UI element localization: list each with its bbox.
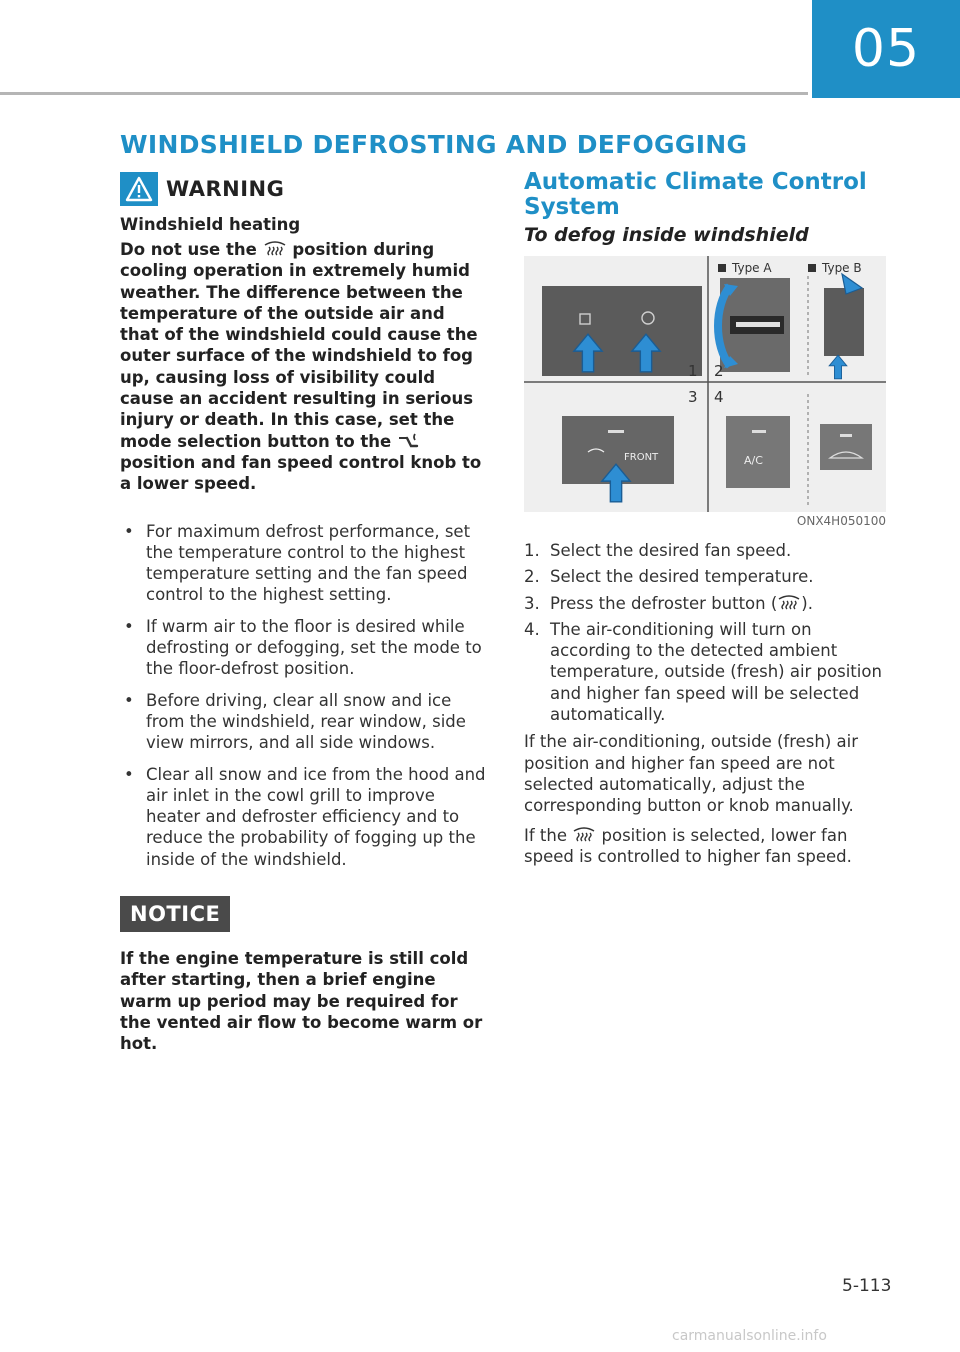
footer-watermark[interactable]: carmanualsonline.info	[672, 1328, 827, 1344]
figure-caption: ONX4H050100	[796, 514, 886, 528]
list-item: • If warm air to the floor is desired while defrosting or defogging, set the mode to the floor-defrost position.	[120, 616, 488, 680]
notice-badge: NOTICE	[120, 896, 230, 932]
warning-label: WARNING	[166, 177, 285, 201]
list-item	[524, 566, 886, 587]
list-item: • Before driving, clear all snow and ice from the windshield, rear window, side view mirrors, and all side windows.	[120, 690, 488, 754]
warning-text-2: position during cooling operation in extremely humid weather. The difference between the temperature of the outside air and that of the windshield could cause the outer surface of the windshield to fog up, causing loss of visibility could cause an accident resulting in serious injury or death. In this case, set the mode selection button to the	[120, 240, 478, 451]
figure-label-2: 2	[714, 362, 724, 380]
notice-body: If the engine temperature is still cold after starting, then a brief engine warm up period may be required for the vented air flow to become warm or hot.	[120, 949, 483, 1054]
step-text: Select the desired temperature.	[550, 567, 814, 587]
list-item: • For maximum defrost performance, set the temperature control to the highest temperature setting and the fan speed control to the highest setting.	[120, 521, 488, 606]
step-number: 3.	[524, 593, 540, 613]
step-number: 1.	[524, 541, 540, 560]
step-number: 4.	[524, 619, 540, 639]
warning-text-3: position and fan speed control knob to a lower speed.	[120, 452, 482, 494]
warning-triangle-icon	[120, 172, 158, 206]
auto-climate-title: Automatic Climate Control System	[524, 169, 867, 220]
defog-subtitle: To defog inside windshield	[524, 224, 809, 246]
header-rule	[0, 92, 808, 95]
para-text-before: If the	[524, 825, 567, 845]
floor-defrost-mode-icon	[397, 432, 421, 450]
warning-text-1: Do not use the	[120, 240, 257, 259]
type-a-label: Type A	[732, 261, 772, 275]
step-text: Select the desired fan speed.	[550, 541, 792, 560]
list-item	[524, 619, 886, 725]
front-button-label: FRONT	[624, 452, 659, 463]
list-item	[524, 593, 886, 614]
list-item	[524, 540, 886, 561]
chapter-tab: 05	[812, 0, 960, 98]
step-text	[550, 593, 813, 614]
right-column	[524, 170, 886, 875]
defrost-icon	[263, 240, 287, 258]
step-text-before: Press the defroster button (	[550, 593, 778, 613]
figure-label-1: 1	[688, 362, 698, 380]
defrost-fan-paragraph	[524, 825, 886, 868]
step-text: The air-conditioning will turn on according to the detected ambient temperature, outside (fresh) air position and higher fan speed will be selected automatically.	[550, 619, 882, 725]
warning-subtitle: Windshield heating	[120, 215, 301, 234]
section-title: WINDSHIELD DEFROSTING AND DEFOGGING	[120, 130, 748, 159]
page-number: 5-113	[842, 1276, 892, 1296]
para-text-after: position is selected, lower fan speed is controlled to higher fan speed.	[524, 825, 852, 866]
defrost-icon	[572, 826, 596, 844]
list-item: • Clear all snow and ice from the hood and air inlet in the cowl grill to improve heater and defroster efficiency and to reduce the probability of fogging up the inside of the windshield.	[120, 764, 488, 870]
steps-list	[524, 540, 886, 725]
warning-body	[120, 239, 488, 495]
step-number: 2.	[524, 567, 540, 587]
figure-label-4: 4	[714, 388, 724, 406]
manual-adjust-paragraph: If the air-conditioning, outside (fresh) air position and higher fan speed are not selected automatically, adjust the corresponding button or knob manually.	[524, 732, 859, 816]
tips-list	[120, 521, 488, 870]
left-column	[120, 172, 488, 1055]
defrost-icon	[777, 594, 801, 612]
warning-header	[120, 172, 488, 206]
control-panel-figure	[524, 256, 886, 512]
ac-button-label: A/C	[744, 454, 763, 467]
figure-label-3: 3	[688, 388, 698, 406]
step-text-after: ).	[801, 593, 813, 613]
type-b-label: Type B	[822, 261, 862, 275]
